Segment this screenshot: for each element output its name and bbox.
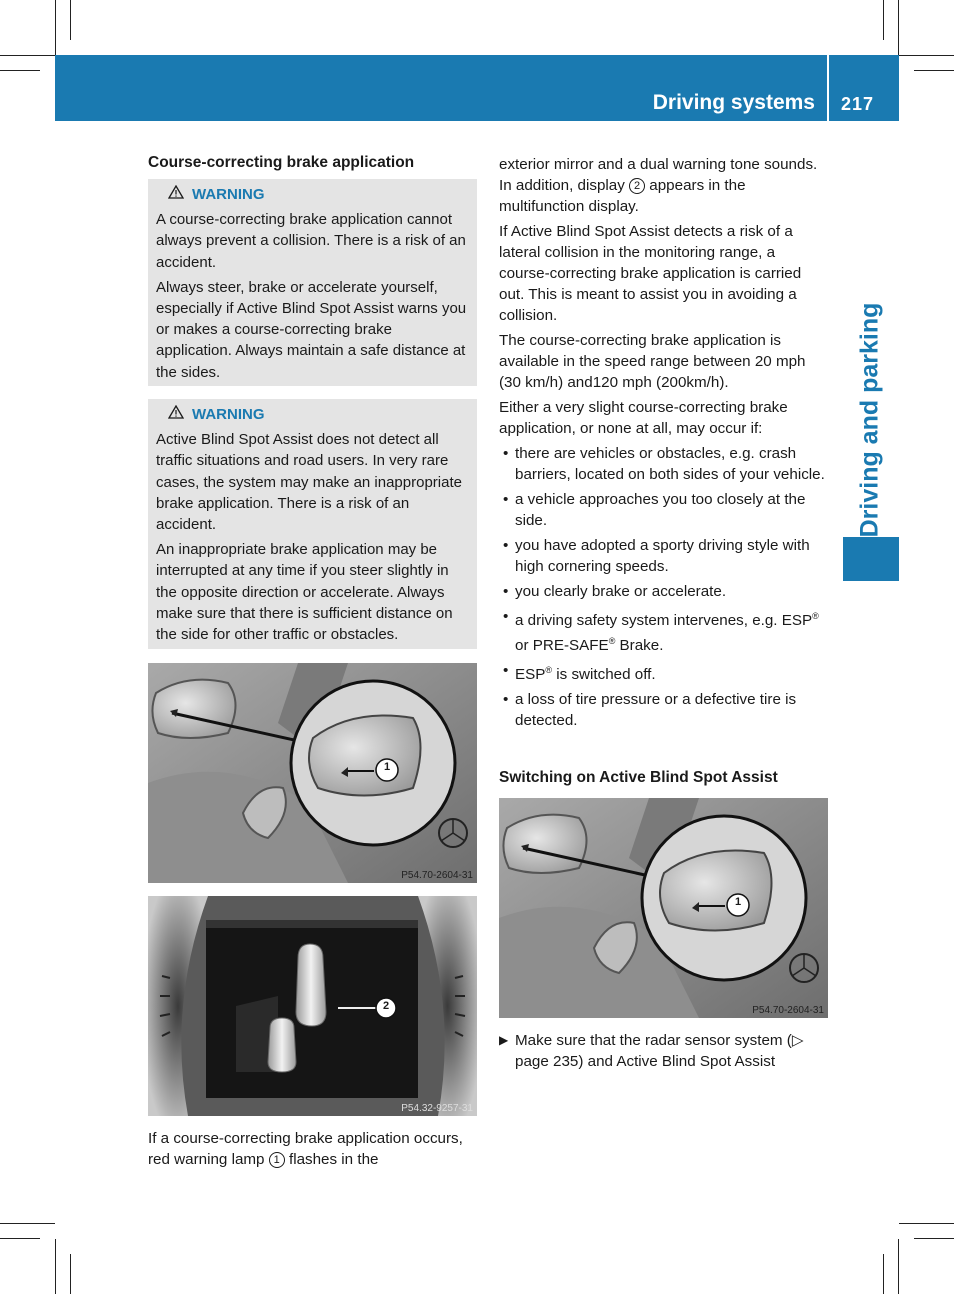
marker-circle: 1: [269, 1152, 285, 1168]
list-item: • there are vehicles or obstacles, e.g. crash barriers, located on both sides of your vehicle.: [499, 443, 829, 485]
section-title: Driving systems: [652, 91, 815, 114]
action-arrow-icon: ▶: [499, 1033, 509, 1047]
warning-label: WARNING: [192, 406, 265, 423]
page-number: 217: [841, 94, 875, 114]
warning-box: [148, 399, 477, 649]
body-text: flashes in the: [288, 1151, 379, 1168]
crop-mark: [0, 1223, 55, 1224]
list-item: [499, 606, 829, 656]
list-item: • you have adopted a sporty driving style with high cornering speeds.: [499, 535, 829, 577]
figure-code: P54.70-2604-31: [401, 870, 473, 881]
list-item: • you clearly brake or accelerate.: [499, 581, 829, 602]
list-text: ESP: [515, 666, 546, 684]
crop-mark: [70, 0, 71, 40]
body-text: If a course-correcting brake application occurs, red warning lamp: [148, 1130, 463, 1168]
warning-label: WARNING: [192, 186, 265, 203]
crop-mark: [0, 70, 40, 71]
warning-text: An inappropriate brake application may be interrupted at any time if you steer slightly in the opposite direction or accelerate. Always make sure that there is sufficient distance on the side for other traffic or obstacles.: [156, 541, 453, 644]
warning-text: Active Blind Spot Assist does not detect all traffic situations and road users. In very rare cases, the system may make an inappropriate brake application. There is a risk of an accident.: [156, 431, 462, 534]
right-action-block: [499, 1030, 829, 1072]
warning-triangle-icon: [168, 404, 184, 425]
crop-mark: [914, 70, 954, 71]
warning-header: [156, 184, 469, 205]
body-paragraph: Either a very slight course-correcting brake application, or none at all, may occur if:: [499, 399, 788, 437]
registered-mark: ®: [608, 636, 616, 647]
crop-mark: [55, 0, 56, 55]
callout-number: 1: [734, 896, 742, 908]
condition-list: [499, 443, 829, 731]
list-text: is switched off.: [552, 666, 656, 684]
cluster-display-figure: [148, 896, 477, 1116]
right-column: [499, 154, 829, 737]
section-subheading: Switching on Active Blind Spot Assist: [499, 769, 778, 786]
callout-number: 1: [383, 761, 391, 773]
left-column: [148, 152, 477, 173]
figure-code: P54.70-2604-31: [752, 1005, 824, 1016]
body-text: appears in the multifunction display.: [499, 177, 746, 215]
callout-number: 2: [382, 1000, 390, 1012]
list-item: [499, 660, 829, 685]
page-header: [55, 55, 899, 121]
crop-mark: [899, 1223, 954, 1224]
body-paragraph: [148, 1128, 477, 1170]
header-divider: [827, 55, 829, 121]
side-tab-marker: [843, 537, 899, 581]
list-text: or PRE-SAFE: [515, 637, 609, 655]
crop-mark: [898, 1239, 899, 1294]
page-ref-arrow-icon: ▷: [791, 1032, 804, 1049]
registered-mark: ®: [545, 665, 553, 676]
side-tab-label: Driving and parking: [855, 302, 884, 538]
warning-header: [156, 404, 469, 425]
crop-mark: [0, 55, 55, 56]
crop-mark: [914, 1238, 954, 1239]
figure-code: P54.32-9257-31: [401, 1103, 473, 1114]
body-paragraph: [499, 154, 829, 217]
body-paragraph: If Active Blind Spot Assist detects a risk of a lateral collision in the monitoring range, a course-correcting brake application is carried out. This is meant to assist you in avoiding a collision.: [499, 223, 802, 324]
body-text: exterior mirror and a dual warning tone sounds. In addition, display: [499, 156, 818, 194]
warning-triangle-icon: [168, 184, 184, 205]
left-bottom-text: [148, 1128, 477, 1174]
warning-box: [148, 179, 477, 386]
warning-text: A course-correcting brake application cannot always prevent a collision. There is a risk of an accident.: [156, 211, 466, 271]
mirror-figure: [148, 663, 477, 883]
crop-mark: [883, 0, 884, 40]
action-step: [499, 1030, 829, 1072]
list-item: • a loss of tire pressure or a defective tire is detected.: [499, 689, 829, 731]
list-text: a driving safety system intervenes, e.g. ESP: [515, 612, 813, 630]
action-text: Make sure that the radar sensor system (: [515, 1032, 792, 1049]
crop-mark: [899, 55, 954, 56]
crop-mark: [55, 1239, 56, 1294]
registered-mark: ®: [812, 611, 819, 621]
mirror-figure: [499, 798, 828, 1018]
crop-mark: [883, 1254, 884, 1294]
warning-text: Always steer, brake or accelerate yourself, especially if Active Blind Spot Assist warns you or makes a course-correcting brake application. Always maintain a safe distance at the sides.: [156, 278, 467, 381]
crop-mark: [0, 1238, 40, 1239]
list-item: • a vehicle approaches you too closely at the side.: [499, 489, 829, 531]
action-text: page 235) and Active Blind Spot Assist: [515, 1053, 776, 1070]
body-paragraph: The course-correcting brake application is available in the speed range between 20 mph (30 km/h) and120 mph (200km/h).: [499, 332, 806, 391]
crop-mark: [70, 1254, 71, 1294]
right-subheading-block: [499, 767, 829, 788]
marker-circle: 2: [629, 178, 645, 194]
list-text: Brake.: [615, 637, 664, 655]
section-heading: Course-correcting brake application: [148, 154, 415, 171]
crop-mark: [898, 0, 899, 55]
